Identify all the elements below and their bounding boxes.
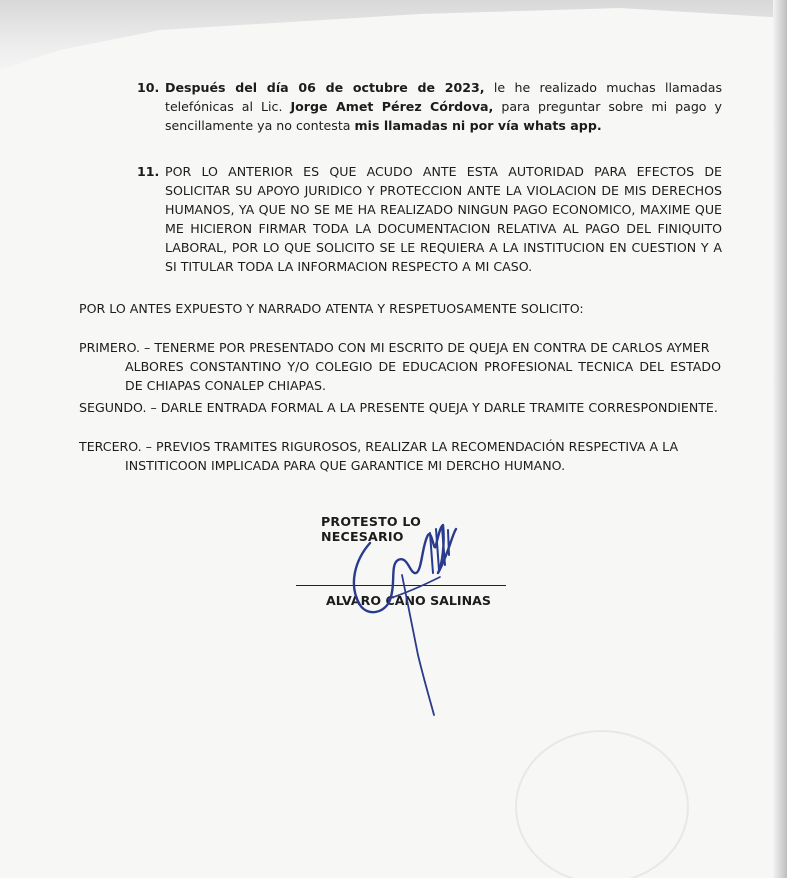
- petition-primero: [79, 338, 721, 395]
- item-text: POR LO ANTERIOR ES QUE ACUDO ANTE ESTA AUTORIDAD PARA EFECTOS DE SOLICITAR SU APOYO JURIDICO Y PROTECCION ANTE LA VIOLACION DE MIS DERECHOS HUMANOS, YA QUE NO SE ME HA REALIZADO NINGUN PAGO ECONOMICO, MAXIME QUE ME HICIERON FIRMAR TODA LA DOCUMENTACION RELATIVA AL PAGO DEL FINIQUITO LABORAL, POR LO QUE SOLICITO SE LE REQUIERA A LA INSTITUCION EN CUESTION Y A SI TITULAR TODA LA INFORMACION RESPECTO A MI CASO.: [165, 164, 722, 274]
- page-edge-shadow: [773, 0, 787, 878]
- petition-lead: PRIMERO. – TENERME POR PRESENTADO CON MI ESCRITO DE QUEJA EN CONTRA DE CARLOS AYMER: [79, 340, 710, 355]
- item-text-plain: le he realizado muchas llamadas telefónicas al Lic.: [165, 80, 723, 114]
- petition-lead: TERCERO. – PREVIOS TRAMITES RIGUROSOS, REALIZAR LA RECOMENDACIÓN RESPECTIVA A LA: [79, 439, 679, 454]
- petition-tercero: [79, 437, 721, 475]
- petition-intro: POR LO ANTES EXPUESTO Y NARRADO ATENTA Y RESPETUOSAMENTE SOLICITO:: [79, 301, 584, 316]
- petition-segundo: [79, 398, 721, 417]
- petition-continuation: INSTITICOON IMPLICADA PARA QUE GARANTICE MI DERCHO HUMANO.: [125, 458, 566, 473]
- folded-corner: [0, 0, 787, 80]
- petition-continuation: ALBORES CONSTANTINO Y/O COLEGIO DE EDUCACION PROFESIONAL TECNICA DEL ESTADO DE CHIAPAS CONALEP CHIAPAS.: [125, 359, 721, 393]
- signer-name: ALVARO CANO SALINAS: [326, 593, 491, 608]
- item-text-bold-end: mis llamadas ni por vía whats app.: [354, 118, 602, 133]
- faded-stamp: [515, 730, 689, 878]
- handwritten-signature: [330, 515, 470, 720]
- item-text-bold: Después del día 06 de octubre de 2023,: [165, 80, 485, 95]
- list-item-11: [137, 162, 722, 276]
- item-text-bold-name: Jorge Amet Pérez Córdova,: [290, 99, 494, 114]
- item-number: 11.: [137, 164, 160, 179]
- petition-lead: SEGUNDO. – DARLE ENTRADA FORMAL A LA PRESENTE QUEJA Y DARLE TRAMITE CORRESPONDIENTE.: [79, 400, 718, 415]
- list-item-10: [137, 78, 722, 135]
- item-text-plain-2: para preguntar sobre mi pago y sencillamente ya no contesta: [165, 99, 722, 133]
- item-text: [137, 78, 722, 135]
- item-number: 10.: [137, 80, 160, 95]
- signature-heading: PROTESTO LO NECESARIO: [321, 514, 422, 544]
